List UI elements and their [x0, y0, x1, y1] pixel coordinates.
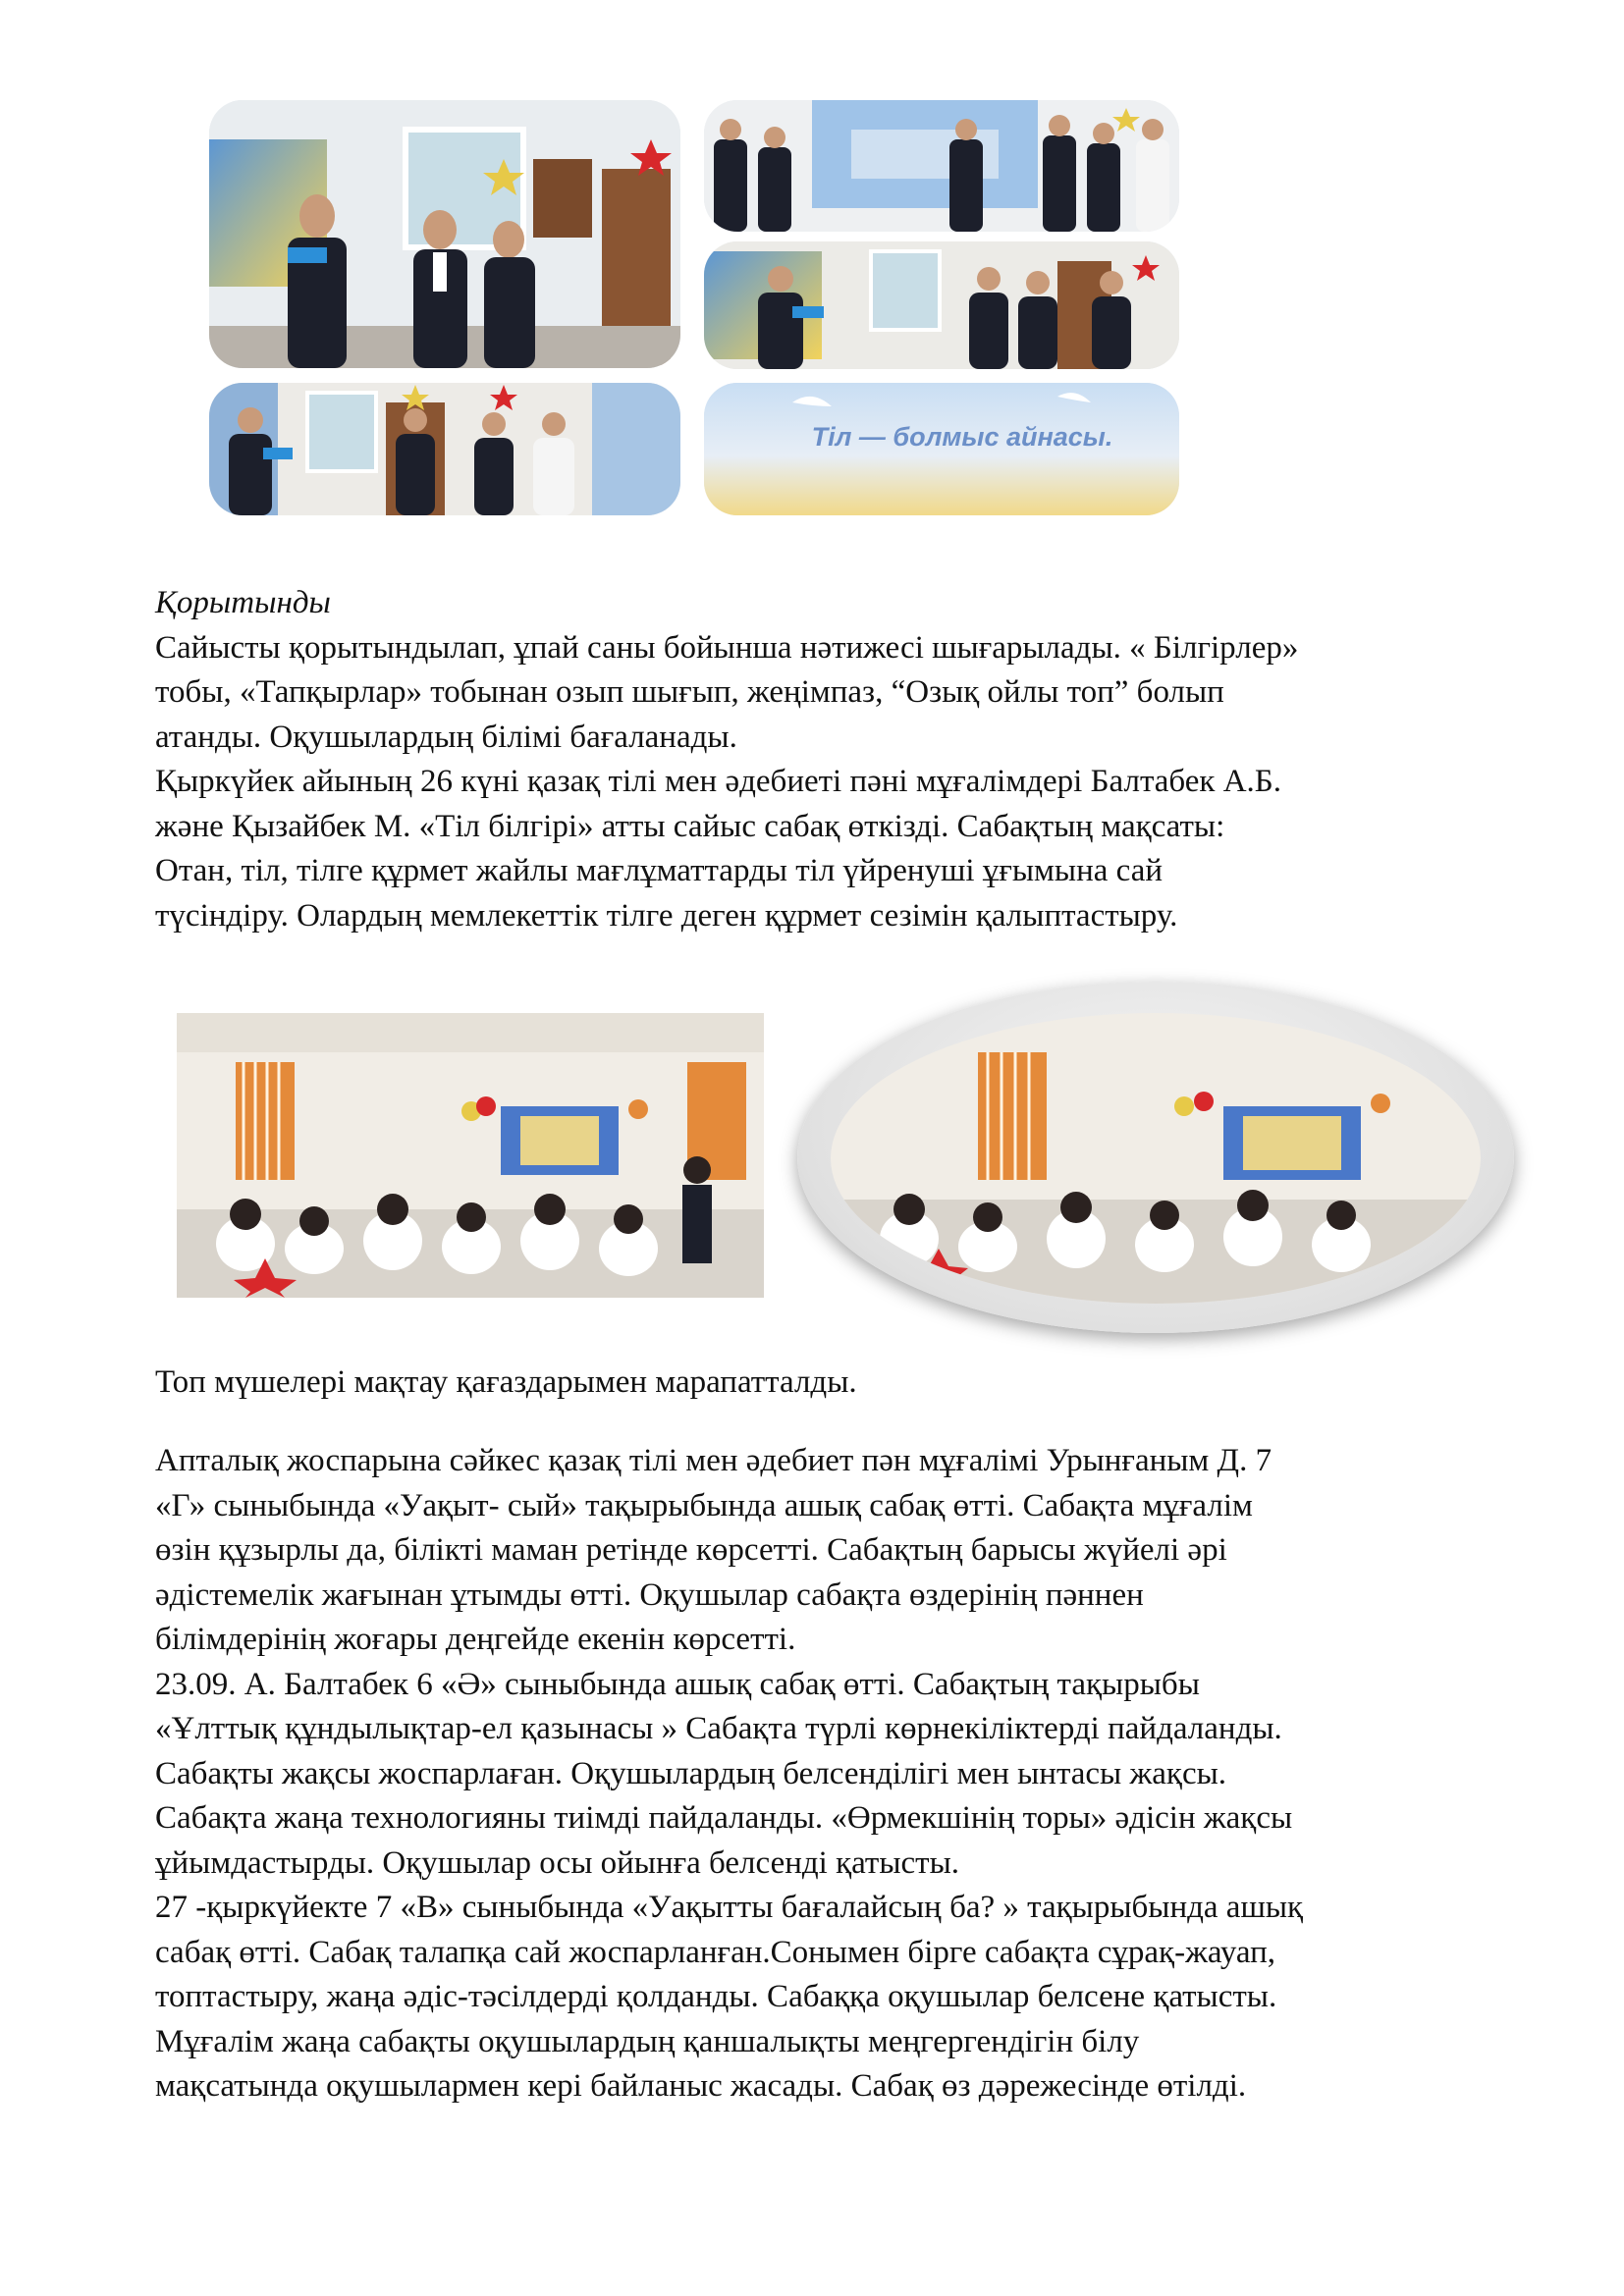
- paragraph-line: Қыркүйек айының 26 күні қазақ тілі мен әдебиеті пәні мұғалімдері Балтабек А.Б.: [155, 764, 1281, 799]
- photo-classroom-rect: [177, 1013, 764, 1298]
- conclusion-section: [155, 581, 1530, 938]
- paragraph-line: әдістемелік жағынан ұтымды өтті. Оқушылар сабақта өздерінің пәннен: [155, 1576, 1144, 1613]
- paragraph-line: Апталық жоспарына сәйкес қазақ тілі мен әдебиет пән мұғалімі Урынғаным Д. 7: [155, 1443, 1272, 1478]
- paragraph-line: ұйымдастырды. Оқушылар осы ойынға белсенді қатысты.: [155, 1844, 959, 1881]
- award-caption: Топ мүшелері мақтау қағаздарымен марапатталды.: [155, 1364, 857, 1400]
- paragraph-line: Мұғалім жаңа сабақты оқушылардың қаншалықты меңгергендігін білу: [155, 2023, 1140, 2059]
- conclusion-heading: Қорытынды: [155, 585, 331, 620]
- photo-students-at-screen: [209, 100, 680, 368]
- paragraph-line: сабақ өтті. Сабақ талапқа сай жоспарланған.Сонымен бірге сабақта сұрақ-жауап,: [155, 1934, 1276, 1970]
- paragraph-line: «Ұлттық құндылықтар-ел қазынасы » Сабақта түрлі көрнекіліктерді пайдаланды.: [155, 1711, 1282, 1746]
- paragraph-line: 23.09. А. Балтабек 6 «Ә» сыныбында ашық сабақ өтті. Сабақтың тақырыбы: [155, 1666, 1200, 1702]
- paragraph-line: Сайысты қорытындылап, ұпай саны бойынша нәтижесі шығарылады. « Білгірлер»: [155, 629, 1299, 666]
- paragraph-line: түсіндіру. Олардың мемлекеттік тілге деген құрмет сезімін қалыптастыру.: [155, 897, 1178, 934]
- paragraph-line: өзін құзырлы да, білікті маман ретінде көрсетті. Сабақтың барысы жүйелі әрі: [155, 1532, 1227, 1568]
- photo-students-group: [704, 241, 1179, 369]
- photo-students-row: [209, 383, 680, 515]
- paragraph-line: топтастыру, жаңа әдіс-тәсілдерді қолданды. Сабаққа оқушылар белсене қатысты.: [155, 1979, 1277, 2014]
- award-caption-block: [155, 1361, 1530, 1406]
- open-lessons-section: [155, 1439, 1530, 2109]
- paragraph-line: Отан, тіл, тілге құрмет жайлы мағлұматтарды тіл үйренуші ұғымына сай: [155, 853, 1164, 888]
- paragraph-line: Сабақта жаңа технологияны тиімді пайдаланды. «Өрмекшінің торы» әдісін жақсы: [155, 1800, 1293, 1836]
- banner-slogan-text: Тіл — болмыс айнасы.: [811, 422, 1113, 452]
- paragraph-line: білімдерінің жоғары деңгейде екенін көрсетті.: [155, 1622, 796, 1657]
- paragraph-line: 27 -қыркүйекте 7 «В» сыныбында «Уақытты бағалайсың ба? » тақырыбында ашық: [155, 1890, 1304, 1925]
- paragraph-line: және Қызайбек М. «Тіл білгірі» атты сайыс сабақ өткізді. Сабақтың мақсаты:: [155, 808, 1225, 844]
- photo-students-front: [704, 100, 1179, 232]
- paragraph-line: «Г» сыныбында «Уақыт- сый» тақырыбында ашық сабақ өтті. Сабақта мұғалім: [155, 1487, 1253, 1523]
- paragraph-line: мақсатында оқушылармен кері байланыс жасады. Сабақ өз дәрежесінде өтілді.: [155, 2068, 1247, 2104]
- paragraph-line: атанды. Оқушылардың білімі бағаланады.: [155, 719, 737, 755]
- paragraph-line: Сабақты жақсы жоспарлаған. Оқушылардың белсенділігі мен ынтасы жақсы.: [155, 1755, 1227, 1791]
- photo-classroom-oval: [831, 1013, 1481, 1304]
- paragraph-line: тобы, «Тапқырлар» тобынан озып шығып, жеңімпаз, “Озық ойлы топ” болып: [155, 674, 1224, 710]
